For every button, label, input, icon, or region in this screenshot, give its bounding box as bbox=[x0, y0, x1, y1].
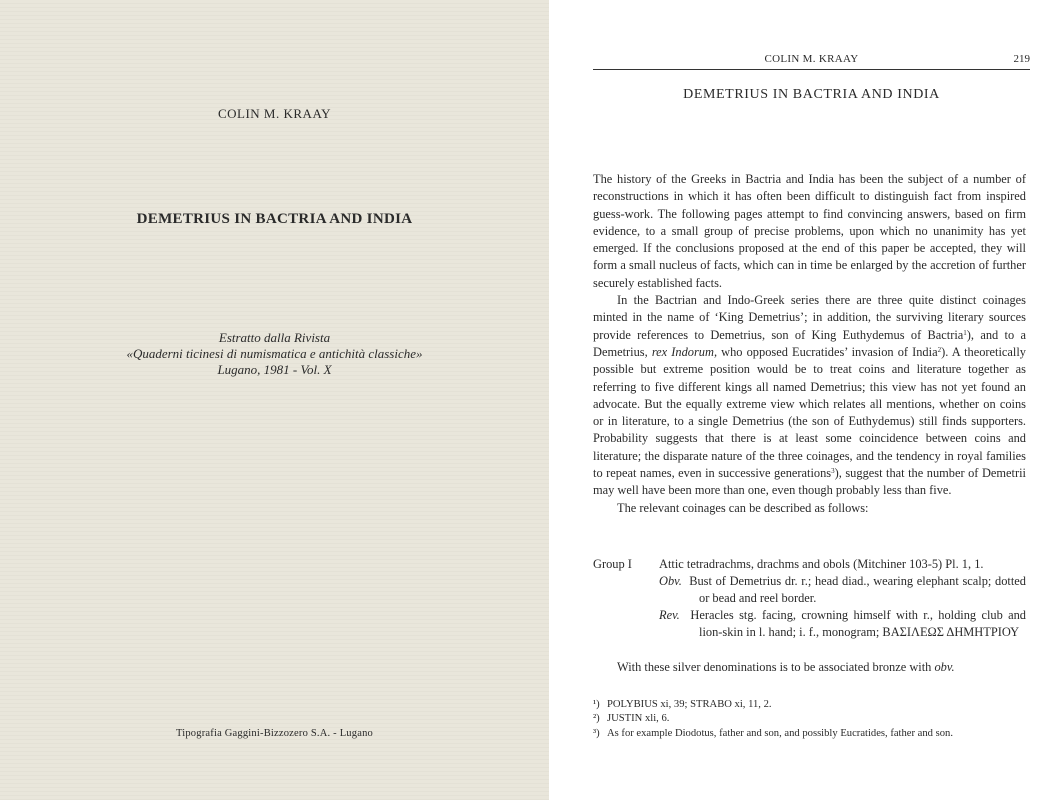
group-description: Attic tetradrachms, drachms and obols (Mitchiner 103-5) Pl. 1, 1. bbox=[659, 557, 984, 571]
italic-run: rex Indorum, bbox=[651, 344, 718, 359]
cover-author: COLIN M. KRAAY bbox=[217, 106, 332, 121]
footnote bbox=[593, 698, 1026, 712]
running-head-author: COLIN M. KRAAY bbox=[764, 53, 859, 65]
text-run: In the Bactrian and Indo-Greek series there are three quite distinct coinages minted in the name of ‘King Demetrius’; in addition, the surviving literary sources provide references to Demetrius, son of King Euthydemus of Bactria bbox=[593, 293, 1026, 342]
footnote-ref: 2 bbox=[937, 345, 942, 354]
group-label: Group I bbox=[593, 557, 632, 571]
footnote-marker: ¹) bbox=[593, 699, 600, 710]
article-body bbox=[593, 171, 1026, 517]
extract-line: Estratto dalla Rivista bbox=[218, 330, 331, 345]
footnotes bbox=[593, 698, 1026, 741]
text-run: Heracles stg. facing, crowning himself with r., holding club and lion-skin in l. hand; i. f., monogram; ΒΑΣΙΛΕΩΣ ΔΗΜΗΤΡΙΟΥ bbox=[690, 608, 1026, 640]
paragraph: The history of the Greeks in Bactria and India has been the subject of a number of reconstructions in which it has often been difficult to distinguish fact from inspired guess-work. The following pages attempt to find convincing answers, based on firm evidence, to a small group of precise problems, upon which no unanimity has yet emerged. If the conclusions proposed at the end of this paper be accepted, they will form a small nucleus of facts, which can in time be enlarged by the accretion of further securely established facts. bbox=[593, 172, 1026, 290]
obverse-label: Obv. bbox=[659, 574, 682, 588]
italic-run: obv. bbox=[934, 660, 955, 674]
footnote-text: As for example Diodotus, father and son, and possibly Eucratides, father and son. bbox=[607, 727, 953, 739]
text-run: With these silver denominations is to be associated bronze with bbox=[617, 660, 935, 674]
cover-extract bbox=[0, 330, 549, 378]
paragraph bbox=[593, 659, 1026, 676]
footnote-marker: ³) bbox=[593, 727, 600, 739]
text-run: Bust of Demetrius dr. r.; head diad., wearing elephant scalp; dotted or bead and reel border. bbox=[689, 574, 1026, 606]
article-page bbox=[549, 0, 1063, 800]
reverse-label: Rev. bbox=[659, 608, 680, 622]
text-run: ). A theoretically possible but extreme position would be to treat coins and literature together as referring to five different kings all named Demetrius; this view has not yet found an advocate. But the equally extreme view which relates all mentions, whether on coins or in literature, to a single Demetrius (the son of Euthydemus) still finds supporters. Probability suggests that there is at least some coincidence between coins and literature; the disparate nature of the three coinages, and the tendency in royal families to repeat names, even in successive generations bbox=[593, 344, 1027, 481]
obverse-entry bbox=[659, 573, 1026, 608]
footnote-ref: 3 bbox=[831, 467, 835, 476]
extract-line: Lugano, 1981 - Vol. X bbox=[217, 362, 332, 377]
obverse-text bbox=[659, 573, 1026, 608]
footnote-text: JUSTIN xli, 6. bbox=[607, 713, 670, 725]
reverse-text bbox=[659, 607, 1026, 642]
paragraph bbox=[593, 292, 1026, 500]
text-run: ), suggest that the number of Demetrii may well have been more than one, even though probably less than five. bbox=[593, 466, 1026, 498]
article-title: DEMETRIUS IN BACTRIA AND INDIA bbox=[683, 87, 940, 102]
cover-title: DEMETRIUS IN BACTRIA AND INDIA bbox=[136, 211, 413, 227]
page-number: 219 bbox=[1013, 53, 1030, 65]
footnote-text: POLYBIUS xi, 39; STRABO xi, 11, 2. bbox=[607, 699, 772, 710]
text-run: ), and to a Demetrius, bbox=[593, 327, 1026, 359]
extract-line: «Quaderni ticinesi di numismatica e antichità classiche» bbox=[126, 346, 423, 361]
footnote bbox=[593, 727, 1026, 741]
footnote-ref: 1 bbox=[963, 328, 967, 337]
text-run: who opposed Eucratides’ invasion of India bbox=[717, 344, 938, 359]
paragraph: The relevant coinages can be described as follows: bbox=[617, 500, 869, 515]
cover-printer: Tipografia Gaggini-Bizzozero S.A. - Lugano bbox=[176, 728, 373, 739]
footnote-marker: ²) bbox=[593, 713, 600, 725]
reverse-entry bbox=[659, 607, 1026, 642]
footnote bbox=[593, 712, 1026, 726]
running-head bbox=[593, 53, 1030, 70]
